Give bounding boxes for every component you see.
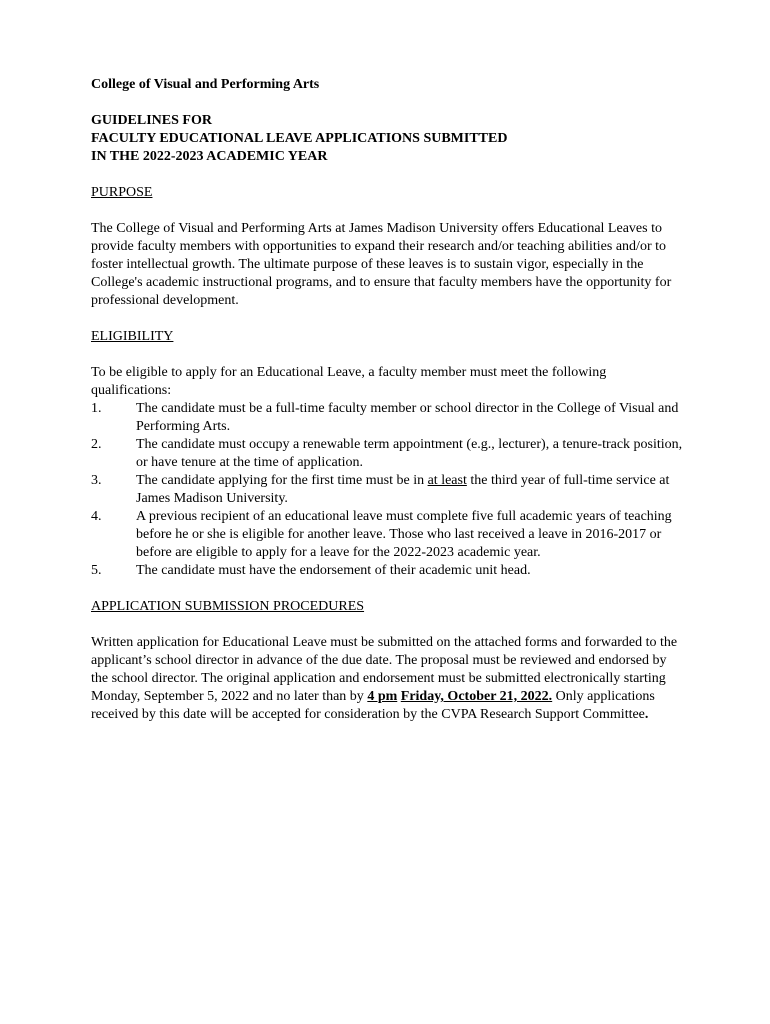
- list-item: [91, 562, 683, 580]
- eligibility-intro: To be eligible to apply for an Educational Leave, a faculty member must meet the following qualifications:: [91, 365, 607, 398]
- list-item-text-start: The candidate applying for the first time must be in: [136, 473, 428, 488]
- list-item-text: The candidate must occupy a renewable term appointment (e.g., lecturer), a tenure-track position, or have tenure at the time of application.: [136, 437, 683, 470]
- list-item-text: [136, 472, 683, 508]
- college-name: College of Visual and Performing Arts: [91, 77, 320, 92]
- list-item-number: 1.: [91, 401, 102, 416]
- purpose-heading: PURPOSE: [91, 185, 153, 200]
- list-item-number: 3.: [91, 473, 102, 488]
- guidelines-title-line: FACULTY EDUCATIONAL LEAVE APPLICATIONS SUBMITTED: [91, 131, 508, 146]
- list-item-number: 5.: [91, 563, 102, 578]
- eligibility-list: [91, 400, 683, 580]
- application-text-end: Only applications received by this date will be accepted for consideration by the CVPA Research Support Committee: [91, 689, 655, 722]
- deadline-date: Friday, October 21, 2022.: [400, 689, 553, 704]
- list-item: [91, 508, 683, 562]
- list-item-text-end: the third year of full-time service at James Madison University.: [136, 473, 670, 506]
- deadline-time: 4 pm: [367, 689, 398, 704]
- guidelines-title-line: GUIDELINES FOR: [91, 113, 212, 128]
- application-paragraph: [91, 634, 683, 724]
- list-item-text: The candidate must be a full-time faculty member or school director in the College of Visual and Performing Arts.: [136, 401, 679, 434]
- document-page: [91, 76, 683, 742]
- final-period: .: [644, 707, 649, 722]
- list-item-number: 2.: [91, 437, 102, 452]
- application-text-start: Written application for Educational Leave must be submitted on the attached forms and forwarded to the applicant’s school director in advance of the due date. The proposal must be reviewed and endorsed by the school director. The original application and endorsement must be submitted electronically starting Monday, September 5, 2022 and no later than by: [91, 635, 678, 704]
- guidelines-title: [91, 112, 683, 166]
- list-item-text: A previous recipient of an educational leave must complete five full academic years of teaching before he or she is eligible for another leave. Those who last received a leave in 2016-2017 or before are eligible to apply for a leave for the 2022-2023 academic year.: [136, 509, 672, 560]
- purpose-paragraph: The College of Visual and Performing Arts at James Madison University offers Educational Leaves to provide faculty members with opportunities to expand their research and/or teaching abilities and/or to foster intellectual growth. The ultimate purpose of these leaves is to sustain vigor, especially in the College's academic instructional programs, and to ensure that faculty members have the opportunity for professional development.: [91, 221, 672, 308]
- at-least-emphasis: at least: [427, 473, 467, 488]
- eligibility-heading: ELIGIBILITY: [91, 329, 174, 344]
- list-item: [91, 400, 683, 436]
- list-item-text: The candidate must have the endorsement of their academic unit head.: [136, 563, 531, 578]
- list-item-number: 4.: [91, 509, 102, 524]
- application-heading: APPLICATION SUBMISSION PROCEDURES: [91, 599, 365, 614]
- guidelines-title-line: IN THE 2022-2023 ACADEMIC YEAR: [91, 149, 328, 164]
- list-item: [91, 436, 683, 472]
- list-item: [91, 472, 683, 508]
